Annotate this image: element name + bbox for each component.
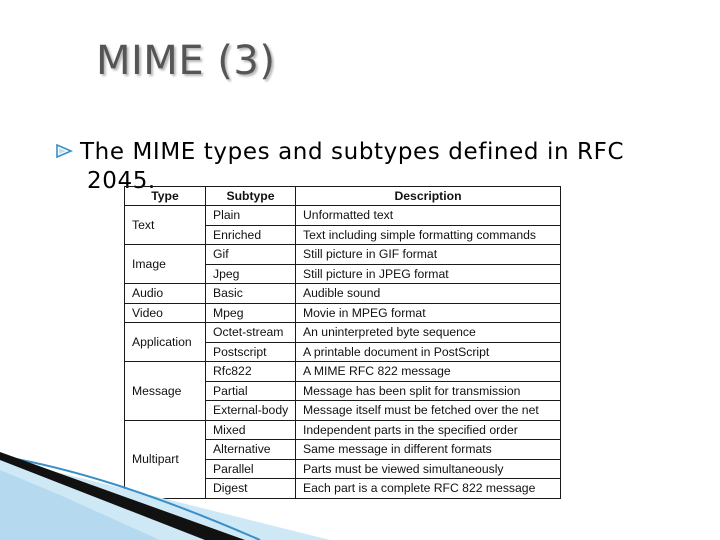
- subtype-cell: Octet-stream: [206, 323, 296, 343]
- description-cell: Each part is a complete RFC 822 message: [296, 479, 561, 499]
- table-header-row: [125, 187, 561, 206]
- type-cell: Image: [125, 245, 206, 284]
- subtype-cell: Alternative: [206, 440, 296, 460]
- table-row: [125, 284, 561, 304]
- description-cell: Unformatted text: [296, 206, 561, 226]
- caption-text: The MIME types and subtypes defined in RFC 2045.: [80, 139, 625, 194]
- description-cell: Parts must be viewed simultaneously: [296, 459, 561, 479]
- type-cell: Audio: [125, 284, 206, 304]
- subtype-cell: Basic: [206, 284, 296, 304]
- table-row: [125, 323, 561, 343]
- bullet-icon: [54, 141, 74, 161]
- description-cell: Still picture in GIF format: [296, 245, 561, 265]
- type-cell: Multipart: [125, 420, 206, 498]
- table-row: [125, 420, 561, 440]
- table-row: [125, 303, 561, 323]
- header-type: Type: [125, 187, 206, 206]
- description-cell: Text including simple formatting commands: [296, 225, 561, 245]
- corner-decoration: [0, 440, 330, 540]
- description-cell: Independent parts in the specified order: [296, 420, 561, 440]
- description-cell: An uninterpreted byte sequence: [296, 323, 561, 343]
- subtype-cell: Plain: [206, 206, 296, 226]
- table-row: [125, 206, 561, 226]
- subtype-cell: Mpeg: [206, 303, 296, 323]
- subtype-cell: Rfc822: [206, 362, 296, 382]
- subtype-cell: Jpeg: [206, 264, 296, 284]
- type-cell: Application: [125, 323, 206, 362]
- description-cell: Movie in MPEG format: [296, 303, 561, 323]
- subtype-cell: Postscript: [206, 342, 296, 362]
- description-cell: Same message in different formats: [296, 440, 561, 460]
- table-row: [125, 245, 561, 265]
- description-cell: Message has been split for transmission: [296, 381, 561, 401]
- description-cell: Still picture in JPEG format: [296, 264, 561, 284]
- table-row: [125, 362, 561, 382]
- subtype-cell: Mixed: [206, 420, 296, 440]
- description-cell: Message itself must be fetched over the net: [296, 401, 561, 421]
- subtype-cell: Parallel: [206, 459, 296, 479]
- description-cell: A MIME RFC 822 message: [296, 362, 561, 382]
- subtype-cell: Digest: [206, 479, 296, 499]
- description-cell: Audible sound: [296, 284, 561, 304]
- description-cell: A printable document in PostScript: [296, 342, 561, 362]
- subtype-cell: External-body: [206, 401, 296, 421]
- type-cell: Text: [125, 206, 206, 245]
- header-subtype: Subtype: [206, 187, 296, 206]
- subtype-cell: Gif: [206, 245, 296, 265]
- type-cell: Message: [125, 362, 206, 421]
- type-cell: Video: [125, 303, 206, 323]
- header-description: Description: [296, 187, 561, 206]
- subtype-cell: Partial: [206, 381, 296, 401]
- slide-title: MIME (3): [96, 38, 276, 84]
- subtype-cell: Enriched: [206, 225, 296, 245]
